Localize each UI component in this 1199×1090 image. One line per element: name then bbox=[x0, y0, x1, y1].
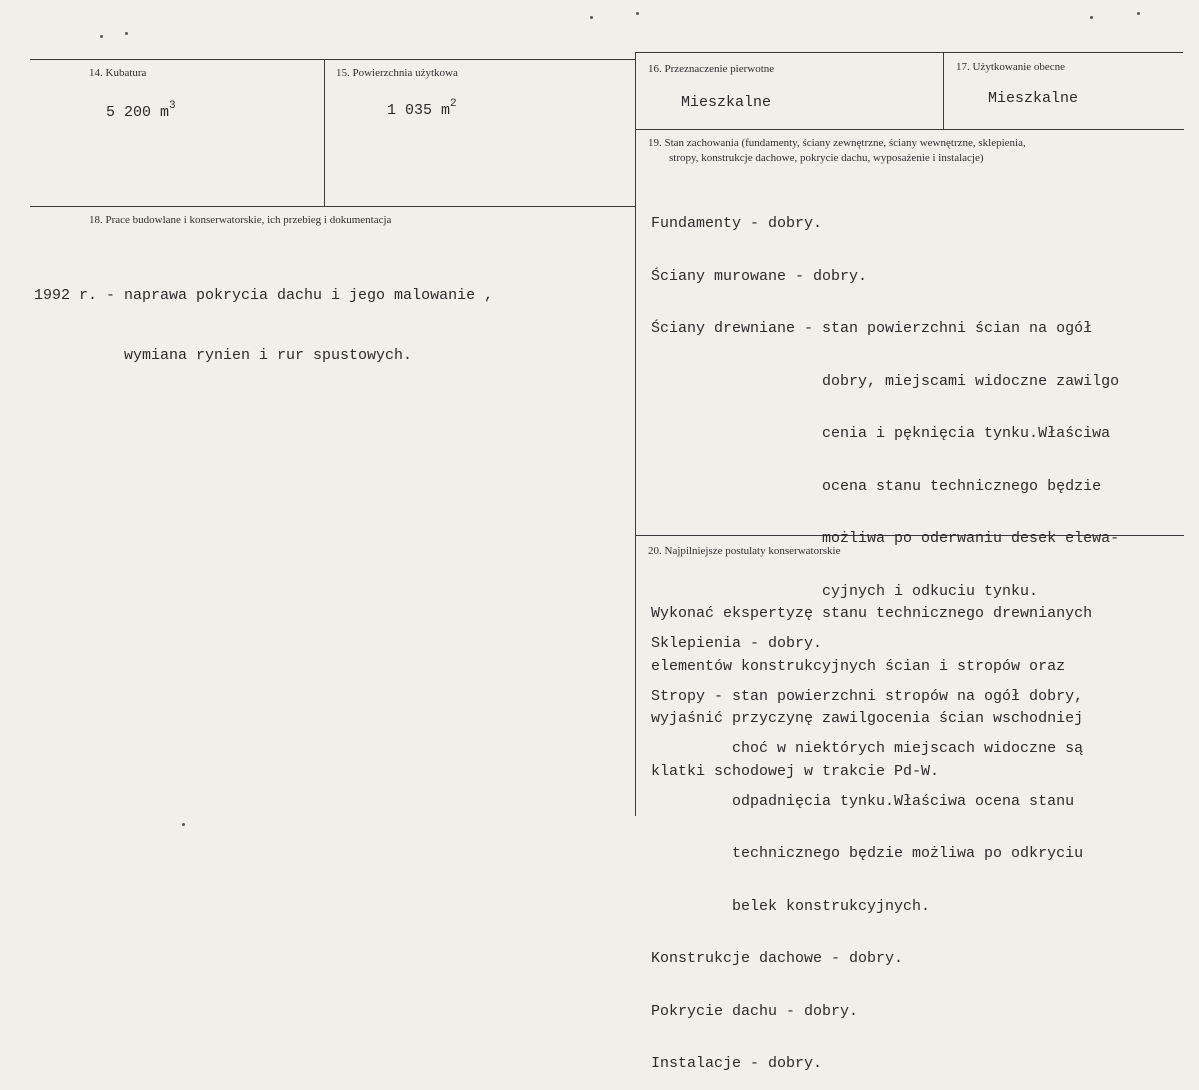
text-line: możliwa po oderwaniu desek elewa- bbox=[651, 530, 1120, 547]
field-14-number: 5 200 m bbox=[106, 104, 170, 121]
text-line: Pokrycie dachu - dobry. bbox=[651, 1002, 859, 1020]
divider-16-17 bbox=[943, 53, 944, 129]
main-vertical-divider bbox=[635, 52, 636, 816]
field-14-value bbox=[106, 102, 176, 121]
rule-below-16-17 bbox=[636, 129, 1184, 130]
field-15-value bbox=[387, 100, 457, 119]
paper-speck bbox=[590, 16, 593, 19]
paper-speck bbox=[1137, 12, 1140, 15]
text-line: odpadnięcia tynku.Właściwa ocena stanu bbox=[651, 792, 1075, 810]
field-18-label: 18. Prace budowlane i konserwatorskie, ich przebieg i dokumentacja bbox=[89, 214, 392, 226]
paper-speck bbox=[636, 12, 639, 15]
text-line: Fundamenty - dobry. bbox=[651, 215, 823, 232]
paper-speck bbox=[182, 823, 185, 826]
top-rule-right bbox=[635, 52, 1183, 53]
text-line: Instalacje - dobry. bbox=[651, 1055, 823, 1072]
field-18-text bbox=[34, 246, 493, 386]
field-16-label: 16. Przeznaczenie pierwotne bbox=[648, 63, 775, 75]
field-17-value: Mieszkalne bbox=[988, 90, 1079, 107]
paper-speck bbox=[1090, 16, 1093, 19]
text-line: 1992 r. - naprawa pokrycia dachu i jego malowanie , bbox=[34, 287, 494, 304]
field-20-label: 20. Najpilniejsze postulaty konserwatorskie bbox=[648, 545, 841, 557]
text-line: Konstrukcje dachowe - dobry. bbox=[651, 950, 904, 967]
text-line: belek konstrukcyjnych. bbox=[651, 897, 931, 915]
text-line: cenia i pęknięcia tynku.Właściwa bbox=[651, 425, 1111, 442]
paper-speck bbox=[125, 32, 128, 35]
field-17-label: 17. Użytkowanie obecne bbox=[956, 61, 1066, 73]
text-line: wyjaśnić przyczynę zawilgocenia ścian wschodniej bbox=[651, 710, 1084, 727]
field-20-text bbox=[651, 570, 1092, 798]
text-line: technicznego będzie możliwa po odkryciu bbox=[651, 845, 1084, 862]
text-line: Sklepienia - dobry. bbox=[651, 635, 823, 652]
divider-14-15 bbox=[324, 60, 325, 206]
text-line: Stropy - stan powierzchni stropów na ogół dobry, bbox=[651, 687, 1084, 705]
top-rule bbox=[30, 59, 635, 60]
field-16-value: Mieszkalne bbox=[681, 94, 772, 111]
field-15-number: 1 035 m bbox=[387, 102, 451, 119]
field-15-label: 15. Powierzchnia użytkowa bbox=[336, 67, 458, 79]
text-line: choć w niektórych miejscach widoczne są bbox=[651, 740, 1084, 757]
paper-speck bbox=[100, 35, 103, 38]
text-line: klatki schodowej w trakcie Pd-W. bbox=[651, 762, 940, 780]
field-14-unit-exponent: 3 bbox=[169, 100, 176, 112]
field-14-label: 14. Kubatura bbox=[89, 67, 147, 79]
text-line: Wykonać ekspertyzę stanu technicznego drewnianych bbox=[651, 605, 1093, 622]
field-19-label: 19. Stan zachowania (fundamenty, ściany zewnętrzne, ściany wewnętrzne, sklepienia, bbox=[648, 137, 1026, 149]
text-line: wymiana rynien i rur spustowych. bbox=[34, 347, 413, 364]
rule-below-14-15 bbox=[30, 206, 635, 207]
text-line: Ściany drewniane - stan powierzchni ścian na ogół bbox=[651, 320, 1093, 337]
field-15-unit-exponent: 2 bbox=[450, 98, 457, 110]
text-line: ocena stanu technicznego będzie bbox=[651, 477, 1102, 495]
text-line: dobry, miejscami widoczne zawilgo bbox=[651, 372, 1120, 390]
text-line: elementów konstrukcyjnych ścian i stropów oraz bbox=[651, 657, 1066, 675]
text-line: cyjnych i odkuciu tynku. bbox=[651, 582, 1039, 600]
field-19-label-continued: stropy, konstrukcje dachowe, pokrycie dachu, wyposażenie i instalacje) bbox=[669, 152, 984, 164]
text-line: Ściany murowane - dobry. bbox=[651, 267, 868, 285]
